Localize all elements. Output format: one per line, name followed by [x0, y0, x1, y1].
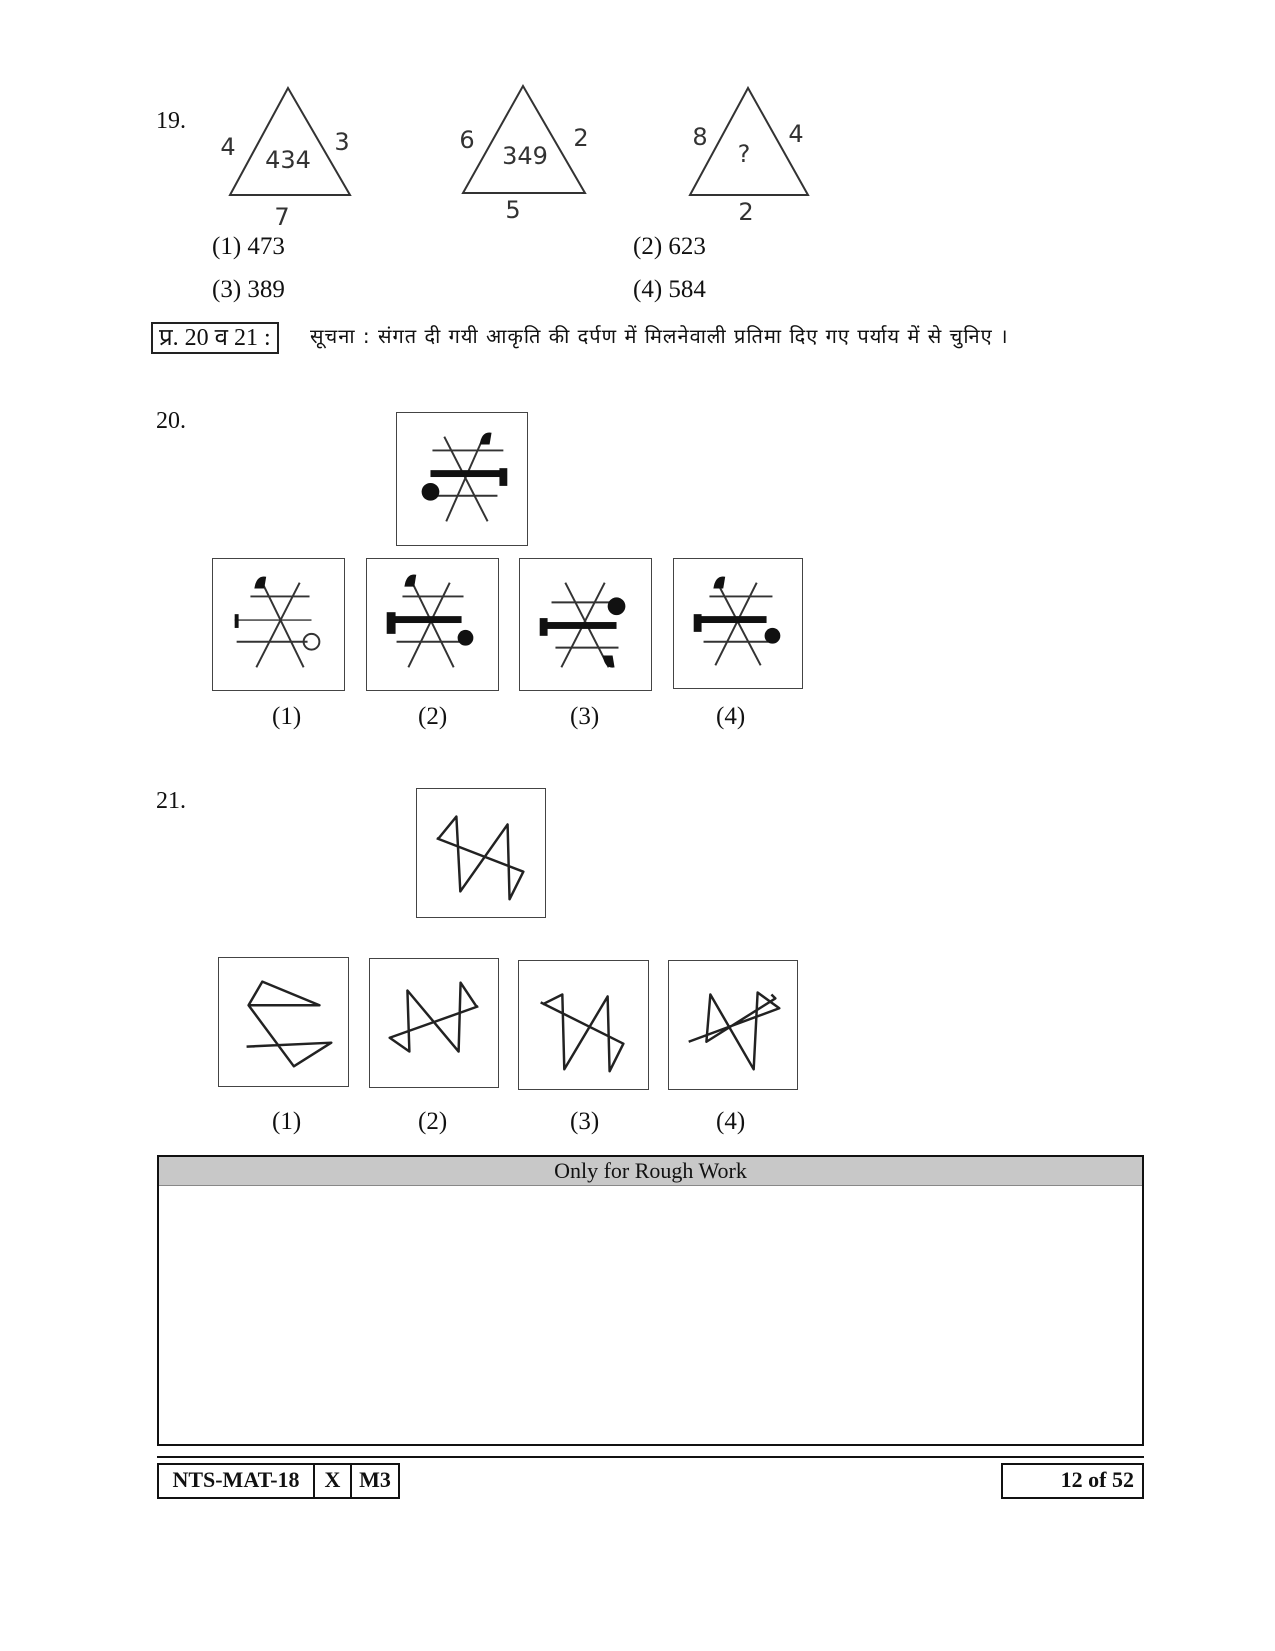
triangle-3-right: 4: [788, 120, 804, 148]
footer-page-number: 12 of 52: [1001, 1463, 1144, 1499]
triangle-2-center: 349: [502, 142, 548, 170]
notice-text: सूचना : संगत दी गयी आकृति की दर्पण में मिलनेवाली प्रतिमा दिए गए पर्याय में से चुनिए ।: [310, 324, 1009, 348]
footer-paper-code: NTS-MAT-18: [157, 1463, 315, 1499]
q21-option-3-figure[interactable]: [518, 960, 649, 1090]
triangle-figure-3: [670, 80, 830, 230]
q20-label-3: (3): [570, 703, 600, 730]
triangle-3-center: ?: [737, 140, 751, 168]
q19-option-3: (3) 389: [212, 276, 285, 303]
q19-option-4: (4) 584: [633, 276, 706, 303]
question-19-number: 19.: [156, 108, 186, 134]
q21-label-3: (3): [570, 1108, 600, 1135]
q20-label-2: (2): [418, 703, 448, 730]
triangle-figure-2: [445, 78, 605, 228]
notice-label: प्र. 20 व 21 :: [151, 322, 279, 354]
rough-work-title: Only for Rough Work: [159, 1157, 1142, 1186]
q20-question-figure: [396, 412, 528, 546]
footer-set: M3: [352, 1463, 400, 1499]
triangle-1-right: 3: [334, 128, 350, 156]
rough-work-box: [157, 1155, 1144, 1446]
q21-option-2-figure[interactable]: [369, 958, 499, 1088]
triangle-1-left: 4: [220, 133, 236, 161]
footer-class: X: [315, 1463, 352, 1499]
q20-option-4-figure[interactable]: [673, 558, 803, 689]
q21-label-2: (2): [418, 1108, 448, 1135]
triangle-2-left: 6: [459, 126, 475, 154]
q20-option-1-figure[interactable]: [212, 558, 345, 691]
q20-label-4: (4): [716, 703, 746, 730]
q21-option-4-figure[interactable]: [668, 960, 798, 1090]
triangle-3-bottom: 2: [738, 198, 754, 226]
triangle-3-left: 8: [692, 123, 708, 151]
q19-option-2: (2) 623: [633, 233, 706, 260]
footer-divider: [157, 1456, 1144, 1458]
q19-option-1: (1) 473: [212, 233, 285, 260]
q21-label-1: (1): [272, 1108, 302, 1135]
q20-option-3-figure[interactable]: [519, 558, 652, 691]
q20-label-1: (1): [272, 703, 302, 730]
q21-option-1-figure[interactable]: [218, 957, 349, 1087]
q21-question-figure: [416, 788, 546, 918]
triangle-1-bottom: 7: [274, 203, 290, 230]
q20-option-2-figure[interactable]: [366, 558, 499, 691]
q21-label-4: (4): [716, 1108, 746, 1135]
triangle-figure-1: [210, 80, 370, 230]
question-20-number: 20.: [156, 408, 186, 434]
triangle-2-right: 2: [573, 124, 589, 152]
question-21-number: 21.: [156, 788, 186, 814]
triangle-2-bottom: 5: [505, 196, 521, 224]
triangle-1-center: 434: [265, 146, 311, 174]
